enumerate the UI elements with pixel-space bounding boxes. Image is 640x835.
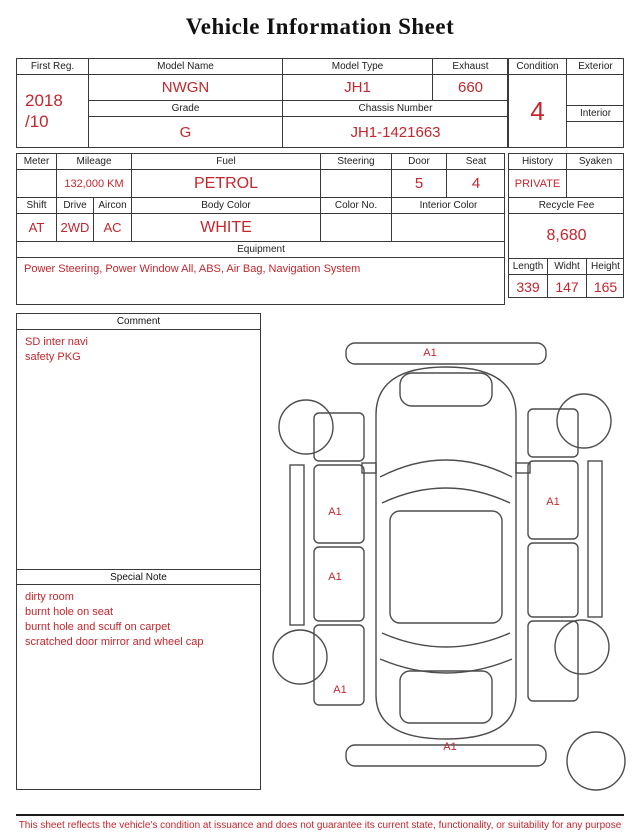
special-note-header: Special Note [17,569,260,585]
grade-value: G [88,116,282,148]
first-reg-month: /10 [25,111,49,131]
aircon-value: AC [93,213,131,241]
drive-label: Drive [56,197,93,213]
recycle-fee-label: Recycle Fee [508,197,624,213]
damage-mark: A1 [546,496,560,508]
grade-label: Grade [88,100,282,116]
special-note-line: scratched door mirror and wheel cap [25,635,204,648]
model-type-value: JH1 [282,74,432,100]
shift-value: AT [16,213,56,241]
exterior-label: Exterior [566,58,624,74]
meter-label: Meter [16,153,56,169]
damage-marks-layer [262,315,634,793]
interior-value [566,121,624,148]
special-note-line: burnt hole on seat [25,605,114,618]
comment-header: Comment [17,314,260,330]
history-value: PRIVATE [508,169,566,197]
steering-label: Steering [320,153,391,169]
registration-table [16,58,508,148]
special-note-line: dirty room [25,591,74,603]
special-note-content [17,585,260,654]
damage-mark: A1 [333,684,347,696]
model-name-value: NWGN [88,74,282,100]
first-reg-year: 2018 [25,91,63,111]
damage-mark: A1 [443,741,457,753]
color-no-value [320,213,391,241]
first-reg-label: First Reg. [16,58,88,74]
condition-score: 4 [508,74,566,148]
special-note-line: burnt hole and scuff on carpet [25,620,171,633]
comment-line: safety PKG [25,350,81,363]
fuel-value: PETROL [131,169,320,197]
footer-divider [16,814,624,816]
model-type-label: Model Type [282,58,432,74]
height-label: Height [586,258,624,274]
model-name-label: Model Name [88,58,282,74]
fuel-label: Fuel [131,153,320,169]
shift-label: Shift [16,197,56,213]
body-color-label: Body Color [131,197,320,213]
mileage-value: 132,000 KM [56,169,131,197]
chassis-number-value: JH1-1421663 [282,116,508,148]
width-value: 147 [547,274,586,298]
drive-value: 2WD [56,213,93,241]
syaken-label: Syaken [566,153,624,169]
history-label: History [508,153,566,169]
door-label: Door [391,153,446,169]
door-value: 5 [391,169,446,197]
interior-color-label: Interior Color [391,197,505,213]
condition-table [508,58,624,148]
comment-line: SD inter navi [25,336,88,348]
footer-disclaimer: This sheet reflects the vehicle's condition at issuance and does not guarantee its current state, functionality, or suitability for any purpose [18,820,622,831]
damage-mark: A1 [328,571,342,583]
seat-label: Seat [446,153,505,169]
first-reg-value [16,74,88,148]
length-value: 339 [508,274,547,298]
damage-mark: A1 [328,506,342,518]
mileage-label: Mileage [56,153,131,169]
length-label: Length [508,258,547,274]
width-label: Widht [547,258,586,274]
recycle-fee-value: 8,680 [508,213,624,258]
history-table [508,153,624,298]
damage-mark: A1 [423,347,437,359]
body-color-value: WHITE [131,213,320,241]
chassis-number-label: Chassis Number [282,100,508,116]
height-value: 165 [586,274,624,298]
condition-label: Condition [508,58,566,74]
steering-value [320,169,391,197]
equipment-value: Power Steering, Power Window All, ABS, Air Bag, Navigation System [16,257,505,305]
notes-box [16,313,261,790]
equipment-label: Equipment [16,241,505,257]
interior-label: Interior [566,105,624,121]
exterior-value [566,74,624,105]
comment-content [17,330,260,370]
seat-value: 4 [446,169,505,197]
interior-color-value [391,213,505,241]
color-no-label: Color No. [320,197,391,213]
syaken-value [566,169,624,197]
exhaust-value: 660 [432,74,508,100]
car-inspection-diagram [262,315,634,793]
page-title: Vehicle Information Sheet [185,14,455,39]
details-table [16,153,505,305]
meter-value [16,169,56,197]
aircon-label: Aircon [93,197,131,213]
exhaust-label: Exhaust [432,58,508,74]
